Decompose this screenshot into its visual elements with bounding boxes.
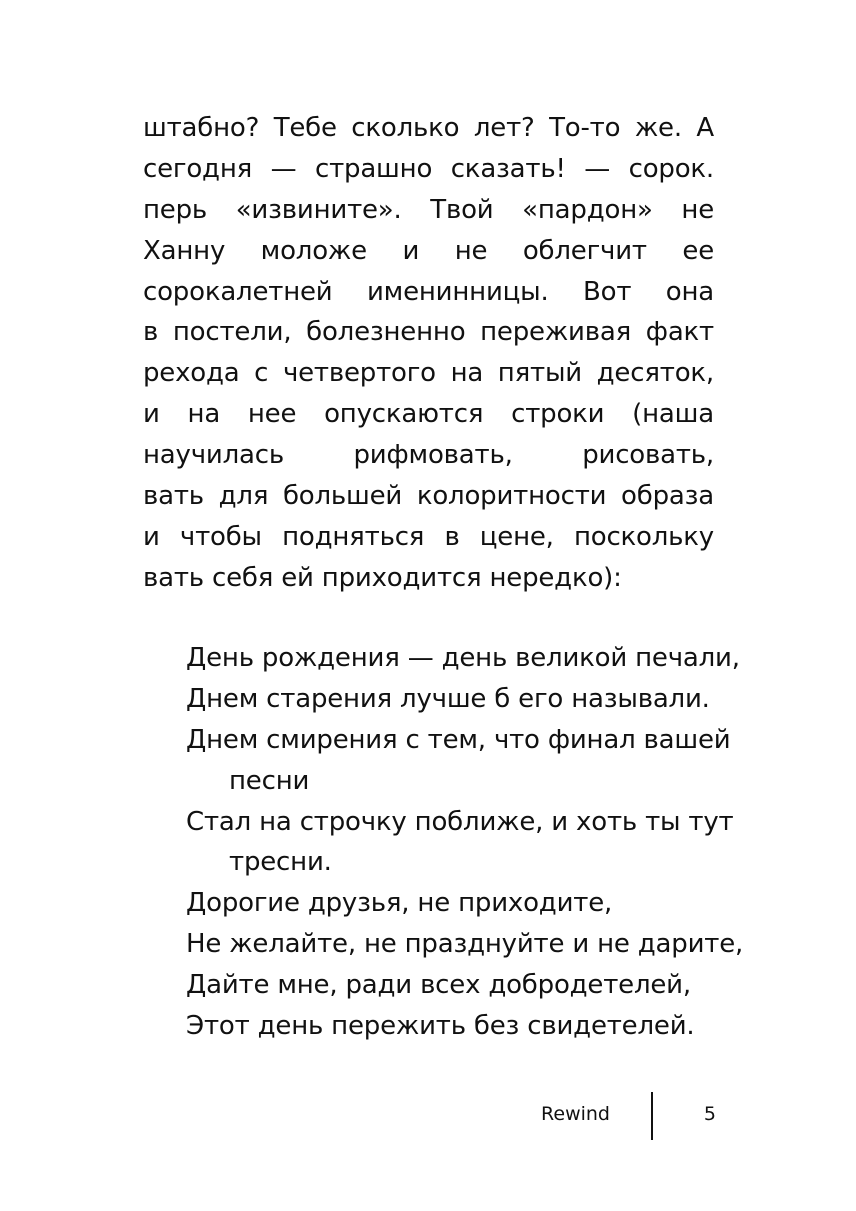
footer-divider — [651, 1092, 653, 1140]
prose-line: Ханну моложе и не облегчит ее — [143, 235, 714, 266]
prose-line: и чтобы подняться в цене, поскольку — [143, 521, 714, 552]
poem-line-continuation: тресни. — [229, 847, 332, 878]
poem-line: Не желайте, не празднуйте и не дарите, — [186, 929, 744, 960]
poem-line: Дайте мне, ради всех добродетелей, — [186, 970, 691, 1001]
page-number: 5 — [703, 1103, 716, 1125]
prose-line: в постели, болезненно переживая факт — [143, 317, 714, 348]
poem-line: Стал на строчку поближе, и хоть ты тут — [186, 806, 734, 837]
poem-line: День рождения — день великой печали, — [186, 643, 740, 673]
prose-line: сорокалетней именинницы. Вот она — [143, 276, 714, 307]
poem-line: Дорогие друзья, не приходите, — [186, 888, 613, 919]
prose-line: рехода с четвертого на пятый десяток, — [143, 358, 714, 389]
prose-line-last: вать себя ей приходится нередко): — [143, 562, 622, 593]
prose-line: научилась рифмовать, рисовать, — [143, 440, 714, 471]
prose-line: штабно? Тебе сколько лет? То-то же. А — [143, 113, 714, 143]
prose-line: перь «извините». Твой «пардон» не — [143, 194, 714, 225]
prose-line: и на нее опускаются строки (наша — [143, 399, 714, 430]
prose-line: сегодня — страшно сказать! — сорок. — [143, 153, 714, 184]
poem-line: Этот день пережить без свидетелей. — [186, 1011, 695, 1042]
prose-paragraph — [143, 108, 714, 599]
poem-line: Днем старения лучше б его называли. — [186, 683, 710, 714]
poem-line: Днем смирения с тем, что финал вашей — [186, 724, 731, 755]
running-title: Rewind — [541, 1103, 610, 1125]
poem-line-continuation: песни — [229, 765, 310, 796]
prose-line: вать для большей колоритности образа — [143, 481, 714, 512]
poem-stanza — [186, 638, 746, 1047]
